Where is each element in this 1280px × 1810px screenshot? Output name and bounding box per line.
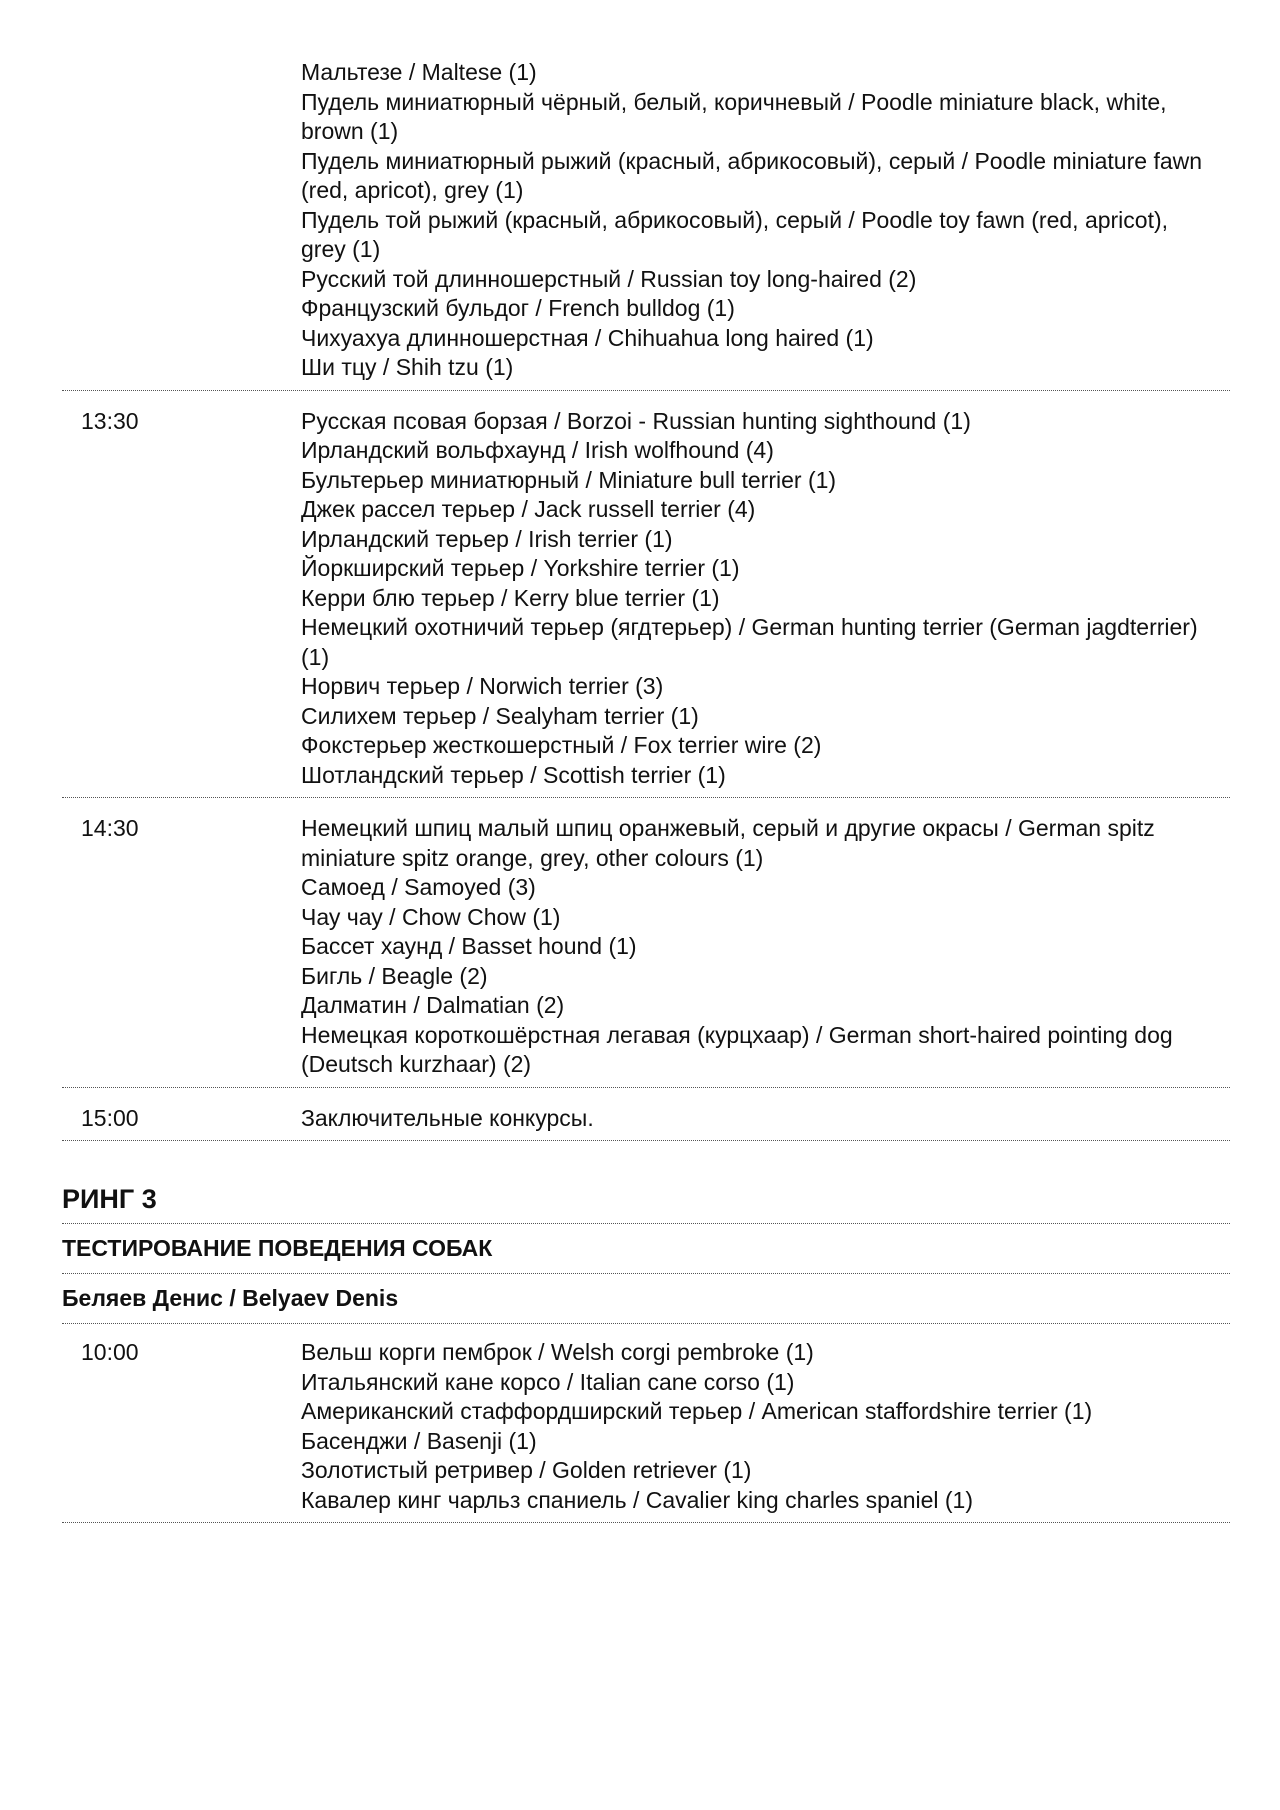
ring-3-block [62,1179,1230,1523]
breed-entry: Басенджи / Basenji (1) [301,1427,537,1454]
breed-entry: Пудель миниатюрный чёрный, белый, коричневый / Poodle miniature black, white, brown (1) [301,88,1167,144]
schedule-row [62,391,1230,799]
document-page [62,58,1230,1523]
breed-entry: Американский стаффордширский терьер / American staffordshire terrier (1) [301,1398,1093,1424]
breed-entry: Силихем терьер / Sealyham terrier (1) [301,702,699,729]
breed-entry: Мальтезе / Maltese (1) [301,59,537,85]
breed-entry: Шотландский терьер / Scottish terrier (1) [301,761,726,788]
breed-entry: Бультерьер миниатюрный / Miniature bull terrier (1) [301,466,837,493]
breed-entry: Йоркширский терьер / Yorkshire terrier (1) [301,555,740,581]
breed-entry: Золотистый ретривер / Golden retriever (1) [301,1457,752,1483]
breed-entry: Немецкий шпиц малый шпиц оранжевый, серый и другие окрасы / German spitz miniature spitz orange, grey, other colours (1) [301,815,1155,871]
breed-entry: Немецкая короткошёрстная легавая (курцхаар) / German short-haired pointing dog (Deutsch kurzhaar) (2) [301,1021,1173,1077]
breed-entry: Пудель миниатюрный рыжий (красный, абрикосовый), серый / Poodle miniature fawn (red, apricot), grey (1) [301,147,1203,203]
section-title: ТЕСТИРОВАНИЕ ПОВЕДЕНИЯ СОБАК [62,1224,1230,1274]
closing-contests: Заключительные конкурсы. [301,1104,594,1131]
breed-entry: Кавалер кинг чарльз спаниель / Cavalier king charles spaniel (1) [301,1486,973,1513]
judge-name: Беляев Денис / Belyaev Denis [62,1274,1230,1324]
breed-entry: Чихуахуа длинношерстная / Chihuahua long haired (1) [301,324,874,351]
breed-entry: Бигль / Beagle (2) [301,962,488,989]
schedule-row [62,1088,1230,1142]
schedule-row-continuation [62,58,1230,391]
breed-entry: Ши тцу / Shih tzu (1) [301,354,514,380]
time-cell: 10:00 [81,1339,139,1365]
time-cell: 14:30 [81,815,139,841]
breed-entry: Русская псовая борзая / Borzoi - Russian hunting sighthound (1) [301,407,971,434]
schedule-row [62,1324,1230,1523]
schedule-row [62,798,1230,1088]
breed-entry: Чау чау / Chow Chow (1) [301,903,561,930]
breed-entry: Норвич терьер / Norwich terrier (3) [301,673,664,699]
breed-entry: Пудель той рыжий (красный, абрикосовый), серый / Poodle toy fawn (red, apricot), grey (1) [301,206,1169,262]
breed-entry: Немецкий охотничий терьер (ягдтерьер) / German hunting terrier (German jagdterrier) (1) [301,614,1198,670]
breed-entry: Ирландский терьер / Irish terrier (1) [301,525,673,552]
breed-list [301,407,1230,791]
breed-entry: Русский той длинношерстный / Russian toy long-haired (2) [301,265,917,292]
breed-entry: Ирландский вольфхаунд / Irish wolfhound (4) [301,437,774,463]
time-cell: 13:30 [81,407,139,434]
breed-entry: Вельш корги пемброк / Welsh corgi pembroke (1) [301,1339,814,1365]
time-cell [62,58,301,383]
breed-list [301,58,1230,383]
breed-entry: Джек рассел терьер / Jack russell terrier (4) [301,496,756,522]
breed-entry: Французский бульдог / French bulldog (1) [301,295,735,321]
breed-list [301,1338,1230,1515]
breed-list [301,814,1230,1080]
breed-entry: Фокстерьер жесткошерстный / Fox terrier wire (2) [301,732,822,758]
time-cell: 15:00 [81,1104,139,1131]
breed-entry: Бассет хаунд / Basset hound (1) [301,933,637,959]
breed-entry: Самоед / Samoyed (3) [301,874,536,900]
ring-title: РИНГ 3 [62,1179,1230,1224]
breed-entry: Итальянский кане корсо / Italian cane corso (1) [301,1368,795,1395]
breed-entry: Керри блю терьер / Kerry blue terrier (1) [301,584,720,611]
breed-list [301,1104,1230,1134]
breed-entry: Далматин / Dalmatian (2) [301,992,565,1018]
